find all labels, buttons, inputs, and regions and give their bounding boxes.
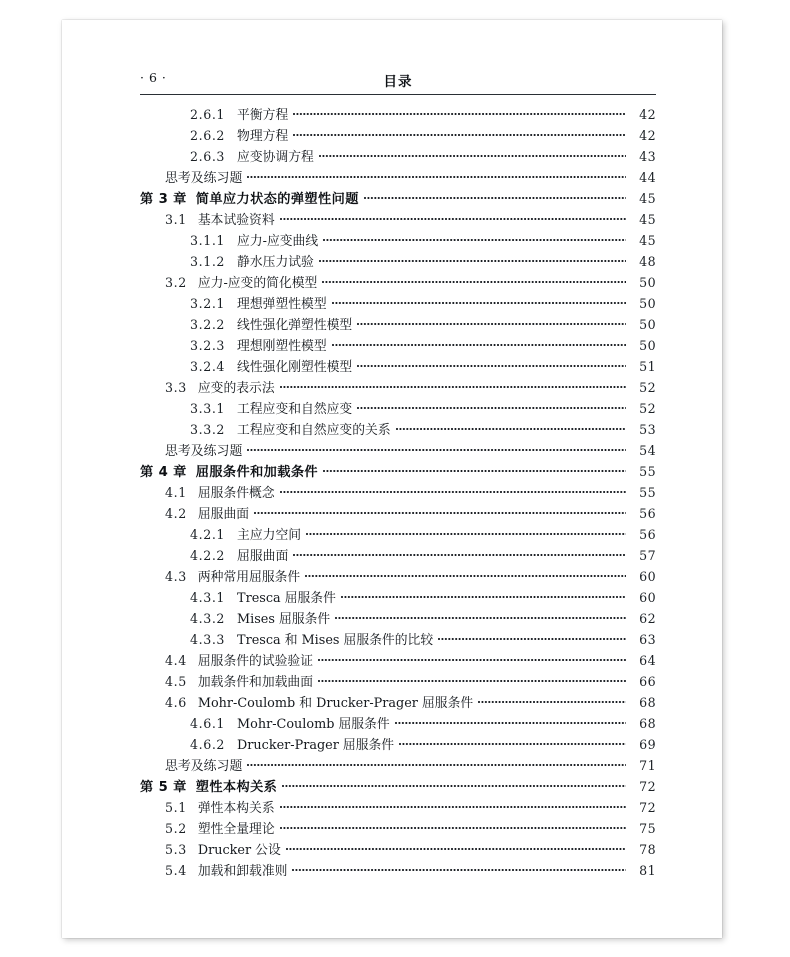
toc-entry-title: 理想弹塑性模型: [237, 297, 327, 312]
toc-entry[interactable]: [140, 503, 656, 524]
toc-entry[interactable]: [140, 251, 656, 272]
toc-entry-title: 屈服条件的试验验证: [197, 654, 314, 669]
toc-entry[interactable]: [140, 713, 656, 734]
toc-entry-title: Tresca 和 Mises 屈服条件的比较: [237, 633, 434, 648]
toc-entry-page-number: 42: [639, 128, 656, 143]
toc-entry[interactable]: [140, 398, 656, 419]
toc-entry[interactable]: [140, 167, 656, 188]
toc-entry-page-number: 55: [639, 464, 656, 479]
dot-leader: [335, 611, 626, 623]
toc-entry[interactable]: [140, 797, 656, 818]
toc-entry-page-number: 43: [639, 149, 656, 164]
toc-entry-title: 平衡方程: [237, 108, 289, 123]
toc-entry-title: Tresca 屈服条件: [237, 591, 336, 606]
toc-entry-page-number: 50: [639, 296, 656, 311]
dot-leader: [323, 464, 626, 476]
toc-entry-page-number: 54: [639, 443, 656, 458]
toc-entry[interactable]: [140, 335, 656, 356]
toc-entry-page-number: 50: [639, 275, 656, 290]
toc-entry-title: 主应力空间: [237, 528, 302, 543]
toc-entry-title: 屈服条件和加载条件: [195, 465, 319, 480]
toc-entry-number: 4.6.2: [190, 737, 226, 752]
toc-entry[interactable]: [140, 608, 656, 629]
toc-entry[interactable]: [140, 566, 656, 587]
toc-entry-title: 理想刚塑性模型: [237, 339, 327, 354]
toc-entry-title: Drucker-Prager 屈服条件: [237, 738, 395, 753]
toc-entry-number: 4.5: [165, 674, 187, 689]
toc-entry-title: 塑性全量理论: [197, 822, 275, 837]
toc-entry[interactable]: [140, 629, 656, 650]
dot-leader: [395, 716, 626, 728]
toc-entry-page-number: 42: [639, 107, 656, 122]
toc-entry-number: 2.6.2: [190, 128, 226, 143]
toc-entry-title: 塑性本构关系: [195, 780, 278, 795]
dot-leader: [293, 107, 626, 119]
toc-entry-page-number: 72: [639, 800, 656, 815]
toc-entry-title: 应力-应变的简化模型: [197, 276, 318, 291]
folio-number: · 6 ·: [140, 70, 167, 85]
toc-entry-page-number: 48: [639, 254, 656, 269]
toc-entry-page-number: 50: [639, 317, 656, 332]
dot-leader: [293, 128, 626, 140]
toc-entry-page-number: 81: [639, 863, 656, 878]
toc-entry-page-number: 68: [639, 716, 656, 731]
toc-entry[interactable]: [140, 461, 656, 482]
toc-entry-number: 3.2.1: [190, 296, 226, 311]
toc-entry-number: 3.1: [165, 212, 187, 227]
toc-entry[interactable]: [140, 482, 656, 503]
header-rule: [140, 94, 656, 95]
dot-leader: [318, 653, 626, 665]
dot-leader: [357, 401, 626, 413]
dot-leader: [438, 632, 626, 644]
toc-entry-number: 4.3.1: [190, 590, 226, 605]
toc-entry[interactable]: [140, 692, 656, 713]
toc-entry-title: 思考及练习题: [165, 444, 243, 459]
toc-entry-number: 5.2: [165, 821, 187, 836]
dot-leader: [364, 191, 626, 203]
toc-entry[interactable]: [140, 734, 656, 755]
toc-entry-title: 加载和卸载准则: [197, 864, 288, 879]
toc-entry-number: 3.2: [165, 275, 187, 290]
toc-entry-title: 屈服曲面: [237, 549, 289, 564]
toc-entry-page-number: 57: [639, 548, 656, 563]
dot-leader: [323, 233, 626, 245]
toc-entry-title: Mohr-Coulomb 屈服条件: [237, 717, 390, 732]
toc-entry[interactable]: [140, 230, 656, 251]
toc-entry-title: 线性强化刚塑性模型: [237, 360, 353, 375]
toc-entry-number: 4.4: [165, 653, 187, 668]
dot-leader: [280, 821, 626, 833]
toc-entry-page-number: 71: [639, 758, 656, 773]
running-head-title: 目录: [383, 74, 413, 90]
toc-entry-page-number: 51: [639, 359, 656, 374]
toc-entry-title: 加载条件和加载曲面: [197, 675, 314, 690]
toc-entry-page-number: 53: [639, 422, 656, 437]
dot-leader: [357, 317, 626, 329]
toc-entry-number: 3.1.1: [190, 233, 226, 248]
toc-entry[interactable]: [140, 356, 656, 377]
toc-entry-page-number: 45: [639, 233, 656, 248]
toc-entry-title: 思考及练习题: [165, 759, 243, 774]
running-head: [140, 70, 656, 94]
toc-entry-page-number: 60: [639, 590, 656, 605]
toc-entry-page-number: 50: [639, 338, 656, 353]
toc-entry-number: 3.3.2: [190, 422, 226, 437]
toc-entry-page-number: 62: [639, 611, 656, 626]
dot-leader: [286, 842, 626, 854]
toc-entry-title: 工程应变和自然应变的关系: [237, 423, 391, 438]
dot-leader: [332, 296, 626, 308]
toc-entry[interactable]: [140, 188, 656, 209]
dot-leader: [282, 779, 626, 791]
toc-entry-number: 5.3: [165, 842, 187, 857]
toc-entry[interactable]: [140, 440, 656, 461]
toc-entry[interactable]: [140, 860, 656, 881]
toc-entry[interactable]: [140, 272, 656, 293]
dot-leader: [292, 863, 626, 875]
dot-leader: [322, 275, 626, 287]
toc-entry-title: 弹性本构关系: [197, 801, 275, 816]
toc-entry-page-number: 63: [639, 632, 656, 647]
toc-entry-page-number: 56: [639, 527, 656, 542]
toc-entry-page-number: 72: [639, 779, 656, 794]
dot-leader: [478, 695, 626, 707]
toc-entry-number: 4.2.2: [190, 548, 226, 563]
toc-entry-page-number: 60: [639, 569, 656, 584]
toc-entry-page-number: 69: [639, 737, 656, 752]
toc-entry-title: Mises 屈服条件: [237, 612, 331, 627]
toc-entry-number: 4.3.3: [190, 632, 226, 647]
toc-entry-number: 5.1: [165, 800, 187, 815]
dot-leader: [247, 758, 626, 770]
dot-leader: [357, 359, 626, 371]
toc-entry-page-number: 75: [639, 821, 656, 836]
dot-leader: [280, 485, 626, 497]
dot-leader: [396, 422, 626, 434]
toc-entry-page-number: 45: [639, 212, 656, 227]
toc-entry-title: 思考及练习题: [165, 171, 243, 186]
toc-entry-title: Mohr-Coulomb 和 Drucker-Prager 屈服条件: [197, 696, 474, 711]
toc-entry-title: 简单应力状态的弹塑性问题: [195, 192, 359, 207]
toc-entry-title: Drucker 公设: [197, 843, 281, 858]
toc-entry-page-number: 52: [639, 380, 656, 395]
dot-leader: [319, 254, 626, 266]
toc-entry-page-number: 78: [639, 842, 656, 857]
toc-entry[interactable]: [140, 104, 656, 125]
dot-leader: [306, 527, 626, 539]
dot-leader: [305, 569, 626, 581]
toc-entry-number: 2.6.1: [190, 107, 226, 122]
toc-entry-title: 两种常用屈服条件: [197, 570, 301, 585]
toc-entry-title: 基本试验资料: [197, 213, 275, 228]
dot-leader: [254, 506, 626, 518]
toc-entry[interactable]: [140, 776, 656, 797]
dot-leader: [399, 737, 626, 749]
toc-entry-page-number: 52: [639, 401, 656, 416]
toc-entry[interactable]: [140, 671, 656, 692]
toc-entry-number: 4.1: [165, 485, 187, 500]
dot-leader: [247, 443, 626, 455]
toc-entry-number: 3.2.3: [190, 338, 226, 353]
toc-entry[interactable]: [140, 839, 656, 860]
toc-entry-number: 4.6: [165, 695, 187, 710]
toc-entry-page-number: 68: [639, 695, 656, 710]
toc-entry-number: 第 3 章: [140, 192, 187, 207]
toc-entry-page-number: 45: [639, 191, 656, 206]
toc-entry[interactable]: [140, 293, 656, 314]
toc-entry[interactable]: [140, 209, 656, 230]
toc-entry-number: 4.3.2: [190, 611, 226, 626]
toc-entry-number: 第 4 章: [140, 465, 187, 480]
dot-leader: [341, 590, 626, 602]
dot-leader: [332, 338, 626, 350]
toc-entry-number: 4.3: [165, 569, 187, 584]
toc-entry-number: 第 5 章: [140, 780, 187, 795]
toc-entry-title: 应力-应变曲线: [237, 234, 319, 249]
dot-leader: [247, 170, 626, 182]
toc-entry-number: 4.2.1: [190, 527, 226, 542]
toc-entry[interactable]: [140, 545, 656, 566]
toc-entry[interactable]: [140, 818, 656, 839]
toc-entry-page-number: 44: [639, 170, 656, 185]
toc-entry-title: 工程应变和自然应变: [237, 402, 353, 417]
toc-entry[interactable]: [140, 125, 656, 146]
toc-entry-title: 线性强化弹塑性模型: [237, 318, 353, 333]
toc-entry-page-number: 56: [639, 506, 656, 521]
toc-entry[interactable]: [140, 650, 656, 671]
toc-entry-page-number: 55: [639, 485, 656, 500]
toc-entry-number: 5.4: [165, 863, 187, 878]
toc-entry[interactable]: [140, 587, 656, 608]
toc-entry-number: 3.3.1: [190, 401, 226, 416]
toc-entry[interactable]: [140, 524, 656, 545]
toc-entry-title: 应变协调方程: [237, 150, 314, 165]
dot-leader: [280, 212, 626, 224]
toc-entry-number: 3.3: [165, 380, 187, 395]
toc-entry-title: 屈服条件概念: [197, 486, 275, 501]
toc-entry-number: 4.2: [165, 506, 187, 521]
page-sheet: [62, 20, 722, 938]
toc-entry-number: 4.6.1: [190, 716, 226, 731]
dot-leader: [319, 149, 626, 161]
toc-entry-number: 3.2.4: [190, 359, 226, 374]
table-of-contents: [140, 104, 656, 881]
toc-entry-number: 3.2.2: [190, 317, 226, 332]
toc-entry-title: 应变的表示法: [197, 381, 275, 396]
toc-entry-number: 3.1.2: [190, 254, 226, 269]
toc-entry-title: 屈服曲面: [197, 507, 250, 522]
toc-entry-page-number: 66: [639, 674, 656, 689]
toc-entry-number: 2.6.3: [190, 149, 226, 164]
toc-entry[interactable]: [140, 377, 656, 398]
toc-entry-title: 物理方程: [237, 129, 289, 144]
toc-entry[interactable]: [140, 419, 656, 440]
toc-entry[interactable]: [140, 146, 656, 167]
toc-entry[interactable]: [140, 314, 656, 335]
dot-leader: [280, 800, 626, 812]
dot-leader: [293, 548, 626, 560]
toc-entry[interactable]: [140, 755, 656, 776]
toc-entry-page-number: 64: [639, 653, 656, 668]
dot-leader: [280, 380, 626, 392]
toc-entry-title: 静水压力试验: [237, 255, 314, 270]
dot-leader: [318, 674, 626, 686]
